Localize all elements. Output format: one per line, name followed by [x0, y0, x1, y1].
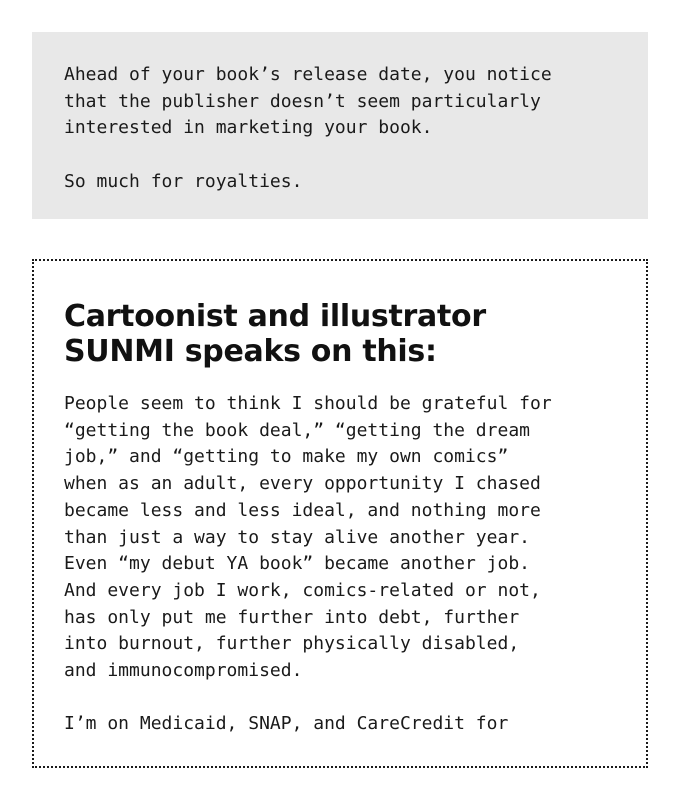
callout-line: that the publisher doesn’t seem particularly [64, 90, 541, 112]
quote-body-line: into burnout, further physically disabled, [64, 633, 520, 655]
quote-body-line: than just a way to stay alive another year. [64, 526, 530, 548]
callout-closing: So much for royalties. [64, 170, 303, 192]
callout-box [32, 32, 648, 219]
quote-heading-line: Cartoonist and illustrator [64, 299, 486, 334]
quote-body-line: has only put me further into debt, further [64, 606, 520, 628]
quote-body-line: job,” and “getting to make my own comics” [64, 446, 509, 468]
quote-body-line: became less and less ideal, and nothing more [64, 499, 541, 521]
quote-body-line: Even “my debut YA book” became another job. [64, 553, 530, 575]
callout-line: interested in marketing your book. [64, 117, 433, 139]
quote-body-line: when as an adult, every opportunity I chased [64, 473, 541, 495]
paragraph-gap [64, 685, 616, 712]
paragraph-gap [64, 142, 616, 169]
quote-heading [64, 299, 616, 369]
quote-trailing-line: I’m on Medicaid, SNAP, and CareCredit for [64, 713, 509, 735]
quote-body-line: People seem to think I should be grateful for [64, 393, 552, 414]
quote-body-line: and immunocompromised. [64, 660, 303, 682]
quote-heading-line: SUNMI speaks on this: [64, 334, 437, 369]
quote-box [32, 259, 648, 768]
callout-line: Ahead of your book’s release date, you notice [64, 64, 552, 85]
quote-body-line: “getting the book deal,” “getting the dream [64, 419, 530, 441]
quote-body-line: And every job I work, comics-related or not, [64, 579, 541, 601]
quote-body [64, 391, 616, 738]
